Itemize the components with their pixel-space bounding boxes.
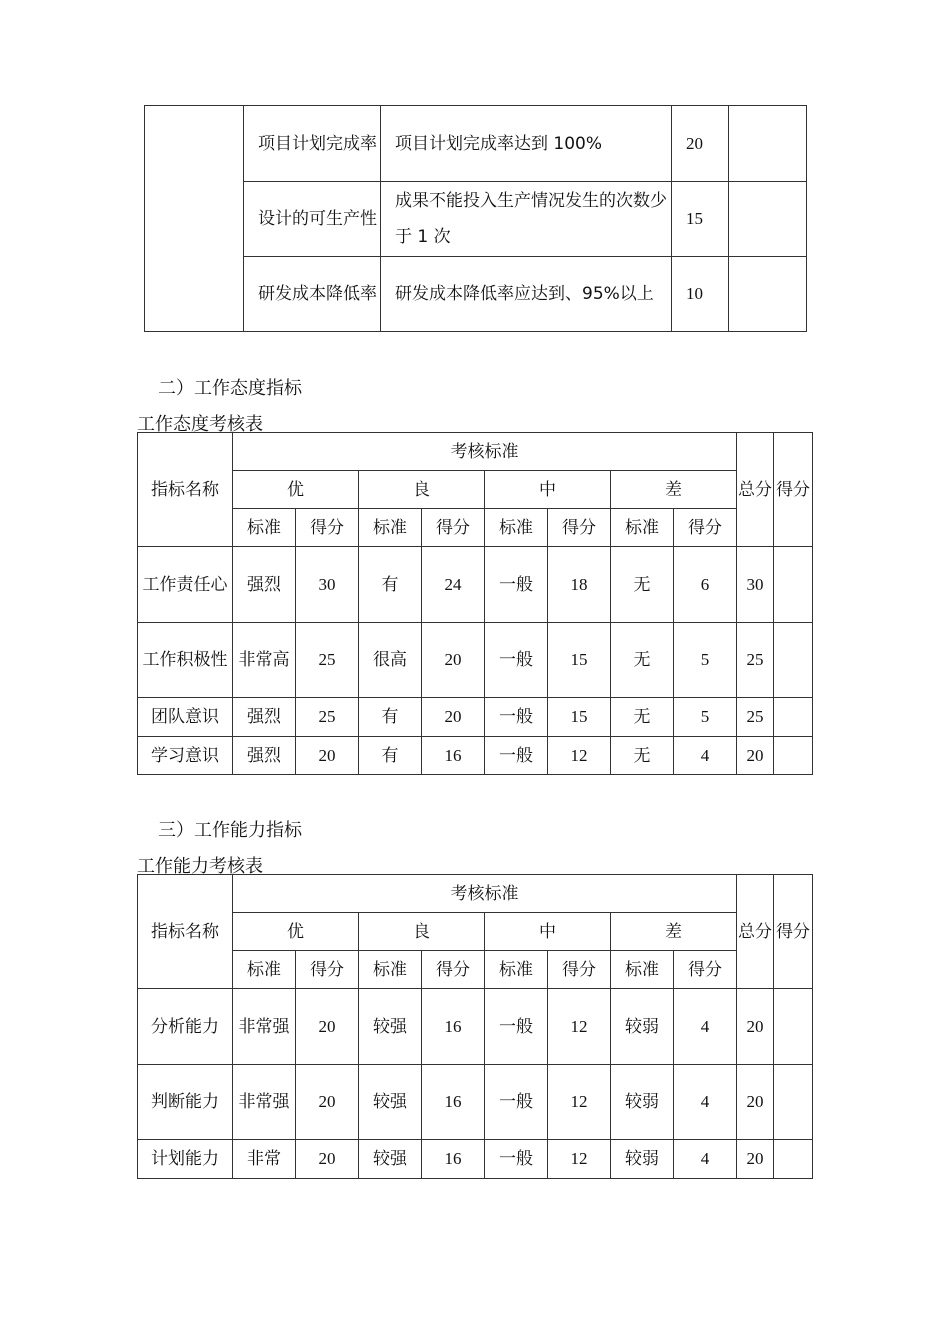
score-cell: 4 [674, 1140, 737, 1179]
standard-cell: 有 [359, 698, 422, 737]
section-heading-attitude: 二）工作态度指标 [158, 378, 302, 399]
score-cell: 4 [674, 737, 737, 775]
indicator-name-header: 指标名称 [138, 433, 233, 547]
level-header-good: 良 [359, 913, 485, 951]
standard-header: 标准 [485, 951, 548, 989]
standard-cell: 一般 [485, 1065, 548, 1140]
project-indicator-table [144, 105, 807, 332]
section-heading-ability: 三）工作能力指标 [158, 820, 302, 841]
total-cell: 20 [737, 989, 774, 1065]
table-row [138, 623, 813, 698]
standard-cell: 较强 [359, 1065, 422, 1140]
earned-score-cell[interactable] [774, 623, 813, 698]
score-cell: 15 [548, 698, 611, 737]
standard-cell: 强烈 [233, 737, 296, 775]
score-cell: 12 [548, 1065, 611, 1140]
standard-cell: 较弱 [611, 989, 674, 1065]
standard-header: 标准 [611, 951, 674, 989]
standard-cell: 无 [611, 737, 674, 775]
standard-cell: 一般 [485, 623, 548, 698]
score-cell: 12 [548, 989, 611, 1065]
standard-cell: 一般 [485, 1140, 548, 1179]
standard-cell: 较弱 [611, 1140, 674, 1179]
standard-header: 标准 [485, 509, 548, 547]
score-cell: 4 [674, 989, 737, 1065]
indicator-name: 设计的可生产性 [244, 182, 381, 257]
score-header: 得分 [548, 951, 611, 989]
row-indicator-name: 团队意识 [138, 698, 233, 737]
row-indicator-name: 分析能力 [138, 989, 233, 1065]
score-cell: 30 [296, 547, 359, 623]
standard-header: 标准 [359, 951, 422, 989]
row-indicator-name: 学习意识 [138, 737, 233, 775]
score-header: 得分 [674, 509, 737, 547]
table-row [138, 989, 813, 1065]
standard-cell: 较强 [359, 1140, 422, 1179]
earned-header: 得分 [774, 875, 813, 989]
indicator-name: 研发成本降低率 [244, 257, 381, 332]
score-cell: 18 [548, 547, 611, 623]
standard-header: 标准 [359, 509, 422, 547]
total-cell: 25 [737, 698, 774, 737]
score-cell: 20 [296, 1065, 359, 1140]
ability-table [137, 874, 813, 1179]
earned-score-cell[interactable] [729, 257, 807, 332]
level-header-average: 中 [485, 471, 611, 509]
standard-cell: 强烈 [233, 698, 296, 737]
score-cell: 20 [422, 623, 485, 698]
indicator-score: 10 [672, 257, 729, 332]
level-header-good: 良 [359, 471, 485, 509]
score-cell: 16 [422, 1140, 485, 1179]
row-indicator-name: 计划能力 [138, 1140, 233, 1179]
total-cell: 20 [737, 1140, 774, 1179]
total-cell: 30 [737, 547, 774, 623]
standard-cell: 一般 [485, 989, 548, 1065]
score-cell: 20 [422, 698, 485, 737]
table-row [138, 737, 813, 775]
standard-cell: 较弱 [611, 1065, 674, 1140]
total-cell: 20 [737, 1065, 774, 1140]
score-cell: 4 [674, 1065, 737, 1140]
earned-score-cell[interactable] [774, 989, 813, 1065]
total-cell: 20 [737, 737, 774, 775]
indicator-name: 项目计划完成率 [244, 106, 381, 182]
earned-score-cell[interactable] [774, 1065, 813, 1140]
standard-cell: 一般 [485, 737, 548, 775]
score-cell: 12 [548, 1140, 611, 1179]
indicator-score: 15 [672, 182, 729, 257]
score-cell: 6 [674, 547, 737, 623]
score-header: 得分 [296, 509, 359, 547]
score-cell: 15 [548, 623, 611, 698]
standard-cell: 有 [359, 547, 422, 623]
indicator-score: 20 [672, 106, 729, 182]
category-cell [145, 106, 244, 332]
standard-cell: 较强 [359, 989, 422, 1065]
score-cell: 5 [674, 698, 737, 737]
table-row [138, 1065, 813, 1140]
standard-cell: 一般 [485, 698, 548, 737]
criteria-header: 考核标准 [233, 433, 737, 471]
table-row [138, 547, 813, 623]
score-cell: 20 [296, 737, 359, 775]
score-header: 得分 [422, 509, 485, 547]
score-header: 得分 [674, 951, 737, 989]
row-indicator-name: 工作责任心 [138, 547, 233, 623]
score-cell: 25 [296, 698, 359, 737]
standard-cell: 无 [611, 623, 674, 698]
standard-cell: 很高 [359, 623, 422, 698]
score-cell: 16 [422, 737, 485, 775]
indicator-standard: 研发成本降低率应达到、95%以上 [381, 257, 672, 332]
earned-score-cell[interactable] [729, 182, 807, 257]
earned-header: 得分 [774, 433, 813, 547]
standard-header: 标准 [233, 509, 296, 547]
standard-cell: 非常强 [233, 1065, 296, 1140]
score-cell: 20 [296, 1140, 359, 1179]
standard-header: 标准 [233, 951, 296, 989]
indicator-standard: 成果不能投入生产情况发生的次数少于 1 次 [381, 182, 672, 257]
table-caption-attitude: 工作态度考核表 [137, 414, 263, 435]
standard-cell: 无 [611, 547, 674, 623]
level-header-excellent: 优 [233, 913, 359, 951]
level-header-excellent: 优 [233, 471, 359, 509]
table-caption-ability: 工作能力考核表 [137, 856, 263, 877]
score-cell: 20 [296, 989, 359, 1065]
row-indicator-name: 判断能力 [138, 1065, 233, 1140]
level-header-poor: 差 [611, 913, 737, 951]
criteria-header: 考核标准 [233, 875, 737, 913]
score-header: 得分 [548, 509, 611, 547]
standard-cell: 非常高 [233, 623, 296, 698]
earned-score-cell[interactable] [774, 1140, 813, 1179]
standard-cell: 无 [611, 698, 674, 737]
score-cell: 24 [422, 547, 485, 623]
level-header-average: 中 [485, 913, 611, 951]
score-header: 得分 [296, 951, 359, 989]
score-cell: 16 [422, 989, 485, 1065]
standard-cell: 有 [359, 737, 422, 775]
total-cell: 25 [737, 623, 774, 698]
standard-header: 标准 [611, 509, 674, 547]
indicator-name-header: 指标名称 [138, 875, 233, 989]
table-row [138, 698, 813, 737]
standard-cell: 强烈 [233, 547, 296, 623]
score-cell: 25 [296, 623, 359, 698]
standard-cell: 非常 [233, 1140, 296, 1179]
total-header: 总分 [737, 433, 774, 547]
standard-cell: 一般 [485, 547, 548, 623]
earned-score-cell[interactable] [774, 737, 813, 775]
earned-score-cell[interactable] [774, 547, 813, 623]
score-header: 得分 [422, 951, 485, 989]
attitude-table [137, 432, 813, 775]
row-indicator-name: 工作积极性 [138, 623, 233, 698]
level-header-poor: 差 [611, 471, 737, 509]
standard-cell: 非常强 [233, 989, 296, 1065]
score-cell: 12 [548, 737, 611, 775]
earned-score-cell[interactable] [774, 698, 813, 737]
score-cell: 5 [674, 623, 737, 698]
earned-score-cell[interactable] [729, 106, 807, 182]
total-header: 总分 [737, 875, 774, 989]
score-cell: 16 [422, 1065, 485, 1140]
indicator-standard: 项目计划完成率达到 100% [381, 106, 672, 182]
table-row [138, 1140, 813, 1179]
